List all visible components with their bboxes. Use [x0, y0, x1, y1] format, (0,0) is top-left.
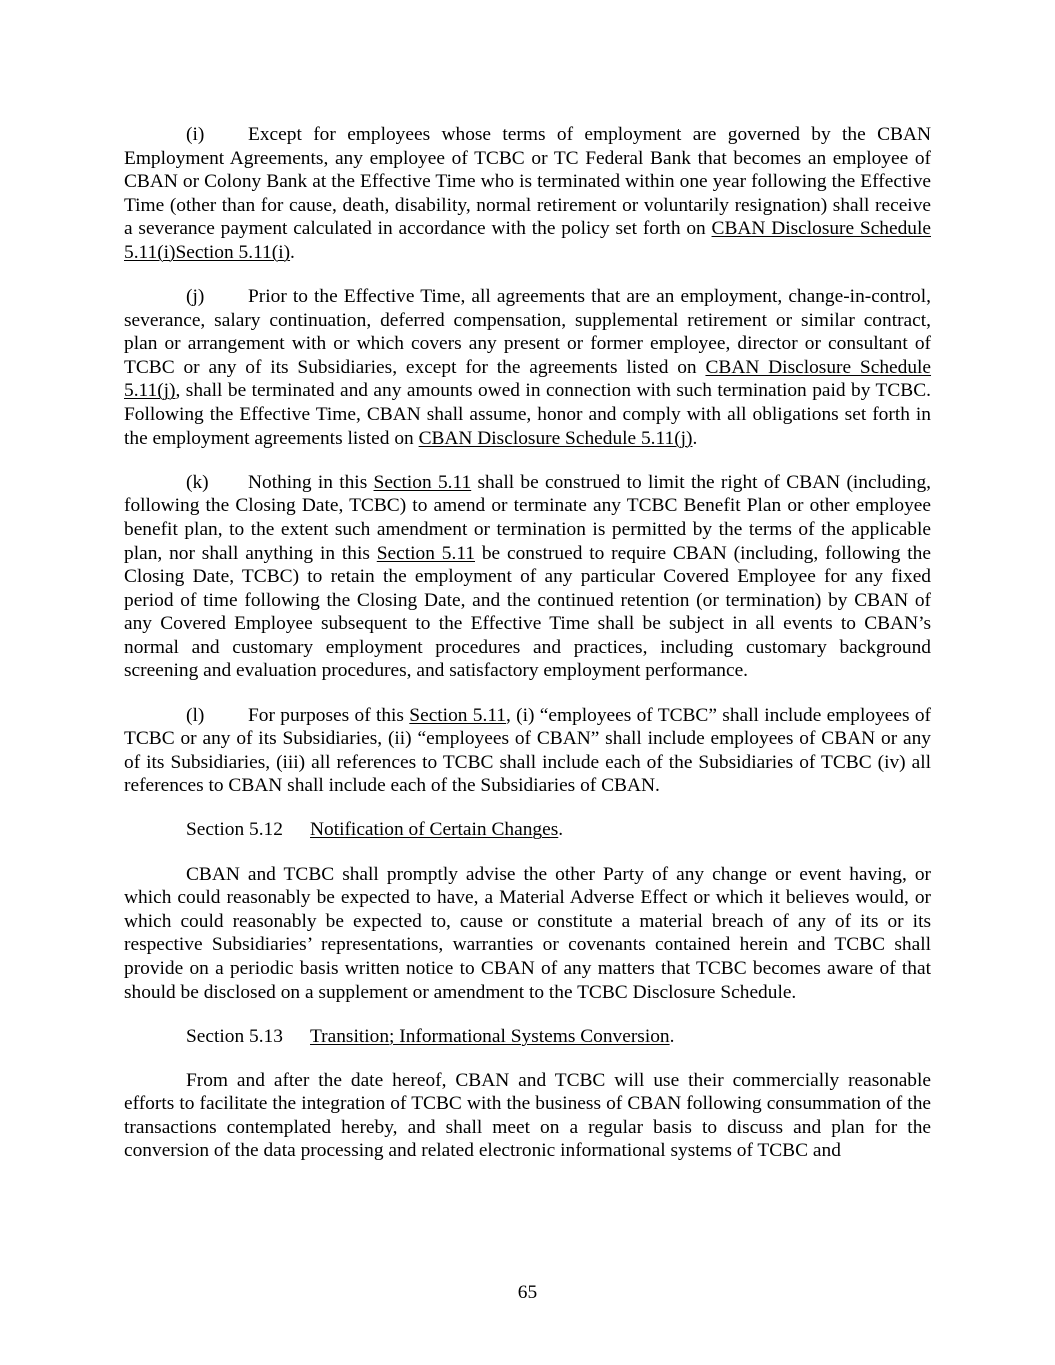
section-number: Section 5.12 [186, 819, 283, 841]
paragraph-k [124, 471, 931, 683]
section-title: Transition; Informational Systems Conversion [310, 1025, 670, 1047]
paragraph-label: (j) [186, 286, 205, 308]
paragraph-label: (i) [186, 124, 205, 145]
cross-reference-link: Section 5.11 [373, 471, 472, 493]
cross-reference-link: CBAN Disclosure Schedule 5.11(i)Section 5.11(i) [124, 218, 931, 263]
section-body-5-13: From and after the date hereof, CBAN and TCBC will use their commercially reasonable efforts to facilitate the integration of TCBC with the business of CBAN following consummation of the transactions contemplated hereby, and shall meet on a regular basis to discuss and plan for the conversion of the data processing and related electronic informational systems of TCBC and [124, 1069, 931, 1162]
paragraph-text: shall be construed to limit the right of CBAN (including, following the Closing Date, TCBC) to amend or terminate any TCBC Benefit Plan or other employee benefit plan, to the extent such amendment or termination is permitted by the terms of the applicable plan, nor shall anything in this [124, 471, 931, 564]
paragraph-i [124, 123, 931, 265]
cross-reference-link: Section 5.11 [376, 542, 475, 564]
section-title-end: . [558, 819, 564, 841]
paragraph-text: be construed to require CBAN (including, following the Closing Date, TCBC) to retain the employment of any particular Covered Employee for any fixed period of time following the Closing Date, and the continued retention (or termination) by CBAN of any Covered Employee subsequent to the Effective Time shall be subject in all events to CBAN’s normal and customary employment procedures and practices, including customary background screening and evaluation procedures, and satisfactory employment performance. [124, 542, 931, 682]
paragraph-text: Prior to the Effective Time, all agreements that are an employment, change-in-control, severance, salary continuation, deferred compensation, supplemental retirement or similar contract, plan or arrangement with or which covers any present or former employee, director or consultant of TCBC or any of its Subsidiaries, except for the agreements listed on [124, 286, 931, 378]
cross-reference-link: Section 5.11 [409, 704, 506, 726]
paragraph-text: Except for employees whose terms of employment are governed by the CBAN Employment Agreements, any employee of TCBC or TC Federal Bank that becomes an employee of CBAN or Colony Bank at the Effective Time who is terminated within one year following the Effective Time (other than for cause, death, disability, normal retirement or voluntarily resignation) shall receive a severance payment calculated in accordance with the policy set forth on [124, 124, 931, 240]
section-body-5-12: CBAN and TCBC shall promptly advise the other Party of any change or event having, or which could reasonably be expected to have, a Material Adverse Effect or which it believes would, or which could reasonably be expected to, cause or constitute a material breach of any of its or its respective Subsidiaries’ representations, warranties or covenants contained herein and TCBC shall provide on a periodic basis written notice to CBAN of any matters that TCBC becomes aware of that should be disclosed on a supplement or amendment to the TCBC Disclosure Schedule. [124, 863, 931, 1003]
section-number: Section 5.13 [186, 1025, 283, 1047]
paragraph-text: For purposes of this [248, 704, 410, 726]
paragraph-j [124, 285, 931, 450]
paragraph-text: . [692, 427, 698, 449]
paragraph-text: , (i) “employees of TCBC” shall include employees of TCBC or any of its Subsidiaries, (ii) “employees of CBAN” shall include employees of CBAN or any of its Subsidiaries, (iii) all references to TCBC shall include each of the Subsidiaries of TCBC (iv) all references to CBAN shall include each of the Subsidiaries of CBAN. [124, 704, 931, 797]
page-number: 65 [517, 1282, 538, 1303]
paragraph-text: Nothing in this [248, 471, 374, 493]
section-heading-5-12 [124, 818, 931, 842]
section-title-end: . [669, 1025, 675, 1047]
section-title: Notification of Certain Changes [310, 819, 559, 841]
paragraph-l [124, 704, 931, 798]
paragraph-label: (k) [186, 471, 209, 493]
cross-reference-link: CBAN Disclosure Schedule 5.11(j) [418, 427, 693, 449]
document-page [124, 123, 931, 1184]
paragraph-label: (l) [186, 704, 205, 726]
paragraph-text: . [290, 241, 295, 263]
paragraph-text: , shall be terminated and any amounts owed in connection with such termination paid by TCBC. Following the Effective Time, CBAN shall assume, honor and comply with all obligations set forth in the employment agreements listed on [124, 380, 931, 449]
section-heading-5-13 [124, 1025, 931, 1049]
cross-reference-link: CBAN Disclosure Schedule 5.11(j) [124, 356, 932, 402]
